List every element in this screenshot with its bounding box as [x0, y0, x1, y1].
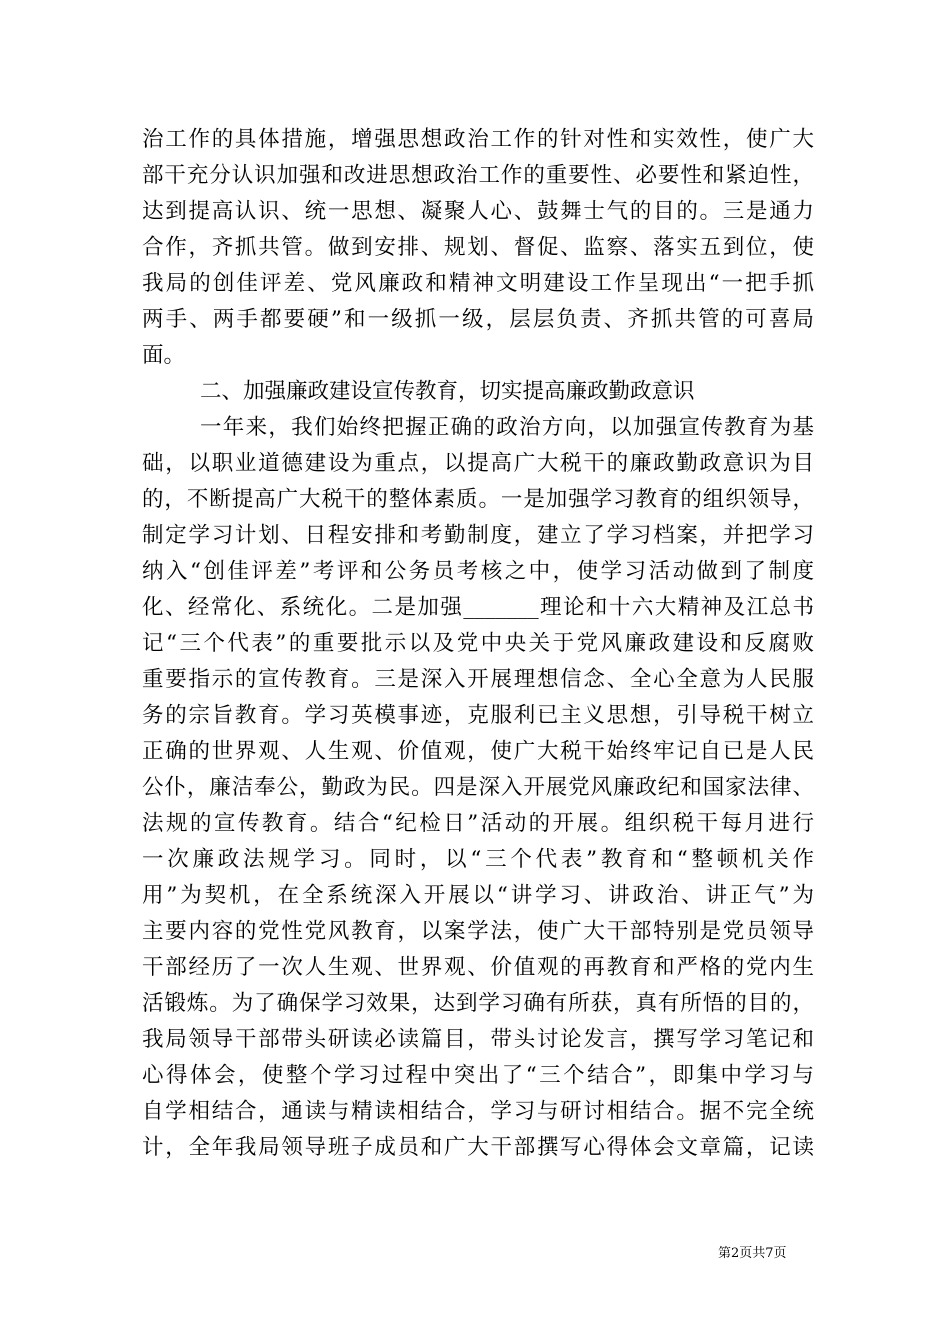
text-line: 我局领导干部带头研读必读篇目，带头讨论发言，撰写学习笔记和	[142, 1027, 814, 1052]
page-number-footer: 第2页共7页	[718, 1246, 787, 1261]
text-line: 一次廉政法规学习。同时，以“三个代表”教育和“整顿机关作	[142, 847, 814, 872]
text-line: 面。	[142, 343, 186, 368]
text-line: 一年来，我们始终把握正确的政治方向，以加强宣传教育为基	[200, 415, 814, 440]
text-line: 合作，齐抓共管。做到安排、规划、督促、监察、落实五到位，使	[142, 235, 814, 260]
text-line: 活锻炼。为了确保学习效果，达到学习确有所获，真有所悟的目的，	[142, 991, 814, 1016]
text-line: 的，不断提高广大税干的整体素质。一是加强学习教育的组织领导，	[142, 487, 814, 512]
text-line: 达到提高认识、统一思想、凝聚人心、鼓舞士气的目的。三是通力	[142, 199, 814, 224]
text-line: 务的宗旨教育。学习英模事迹，克服利已主义思想，引导税干树立	[142, 703, 814, 728]
text-line: 心得体会，使整个学习过程中突出了“三个结合”，即集中学习与	[142, 1063, 814, 1088]
text-line: 治工作的具体措施，增强思想政治工作的针对性和实效性，使广大	[142, 127, 814, 152]
section-heading: 二、加强廉政建设宣传教育，切实提高廉政勤政意识	[200, 379, 695, 404]
document-body	[142, 122, 814, 1166]
text-line: 自学相结合，通读与精读相结合，学习与研讨相结合。据不完全统	[142, 1099, 814, 1124]
text-line: 纳入“创佳评差”考评和公务员考核之中，使学习活动做到了制度	[142, 559, 814, 584]
text-line: 用”为契机，在全系统深入开展以“讲学习、讲政治、讲正气”为	[142, 883, 814, 908]
text-line: 础，以职业道德建设为重点，以提高广大税干的廉政勤政意识为目	[142, 451, 814, 476]
text-line: 公仆，廉洁奉公，勤政为民。四是深入开展党风廉政纪和国家法律、	[142, 775, 814, 800]
text-line: 记“三个代表”的重要批示以及党中央关于党风廉政建设和反腐败	[142, 631, 814, 656]
text-line: 干部经历了一次人生观、世界观、价值观的再教育和严格的党内生	[142, 955, 814, 980]
text-line: 正确的世界观、人生观、价值观，使广大税干始终牢记自已是人民	[142, 739, 814, 764]
text-line: 计，全年我局领导班子成员和广大干部撰写心得体会文章篇，记读	[142, 1135, 814, 1160]
text-line: 制定学习计划、日程安排和考勤制度，建立了学习档案，并把学习	[142, 523, 814, 548]
text-line: 重要指示的宣传教育。三是深入开展理想信念、全心全意为人民服	[142, 667, 814, 692]
text-line: 主要内容的党性党风教育，以案学法，使广大干部特别是党员领导	[142, 919, 814, 944]
text-line: 部干充分认识加强和改进思想政治工作的重要性、必要性和紧迫性，	[142, 163, 814, 188]
text-line: 化、经常化、系统化。二是加强_______理论和十六大精神及江总书	[142, 595, 814, 620]
text-line: 法规的宣传教育。结合“纪检日”活动的开展。组织税干每月进行	[142, 811, 814, 836]
text-line: 两手、两手都要硬”和一级抓一级，层层负责、齐抓共管的可喜局	[142, 307, 814, 332]
text-line: 我局的创佳评差、党风廉政和精神文明建设工作呈现出“一把手抓	[142, 271, 814, 296]
